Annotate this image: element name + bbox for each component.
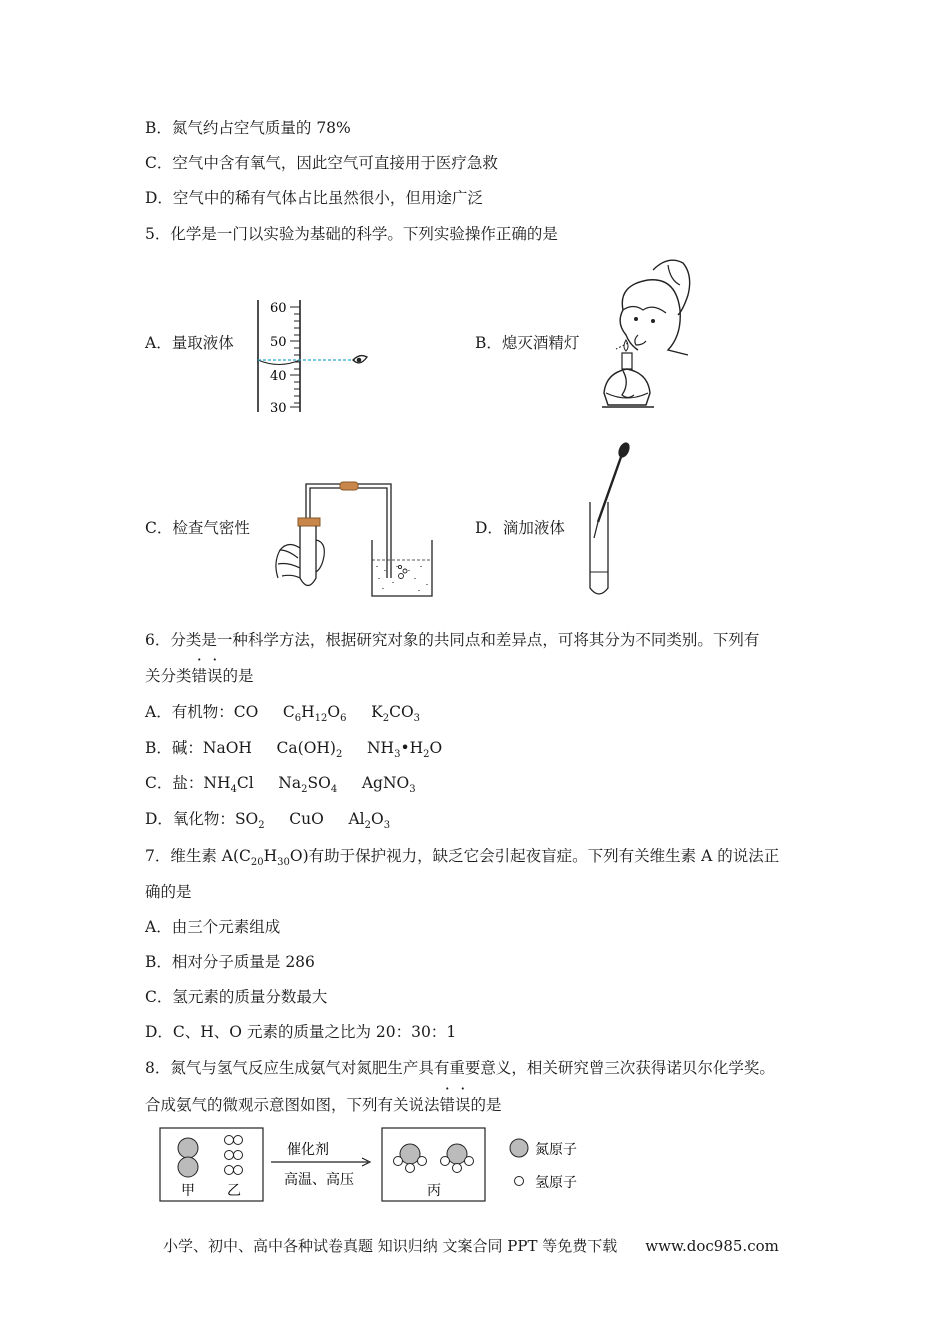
q7-option-a: A．由三个元素组成 [145,918,281,936]
footer-url[interactable]: www.doc985.com [645,1237,779,1255]
q4-option-b: B．氮气约占空气质量的 78% [145,119,351,137]
nitrogen-legend-icon [510,1139,528,1157]
q6-option-c: C．盐：$NH_4Cl$ $Na_2SO_4$ AgNO$_3$ [145,774,416,796]
nitrogen-atom [178,1157,198,1177]
q6-stem-line2 [145,666,254,686]
q7-option-b: B．相对分子质量是 286 [145,953,315,971]
ammonia-synthesis-diagram [158,1126,608,1204]
footer-text: 小学、初中、高中各种试卷真题 知识归纳 文案合同 PPT 等免费下载 [163,1237,618,1255]
q8-stem-line1: 8．氮气与氢气反应生成氨气对氮肥生产具有重要意义，相关研究曾三次获得诺贝尔化学奖。 [145,1059,775,1077]
emphasis-char: 错 [439,1096,456,1114]
q8-stem-line2 [145,1095,502,1115]
tick-label-50: 50 [270,335,287,350]
option-label: D．氧化物： [145,810,235,828]
graduated-cylinder-figure [245,295,375,415]
tick-label-60: 60 [270,301,287,316]
q6-option-b: B．碱：NaOH $Ca(OH)_2$ $NH_3•H_2O$ [145,739,443,761]
q7-stem-prefix: 7．维生素 A(C [145,847,251,865]
option-label: C．盐： [145,774,204,792]
dropper-test-tube-figure [580,440,640,600]
reactants-box [160,1128,263,1201]
nitrogen-atom [178,1138,198,1158]
emphasis-char: 误 [207,667,223,685]
q5-option-d: D．滴加液体 [475,519,565,537]
tick-label-40: 40 [270,369,287,384]
legend-hydrogen: 氢原子 [535,1175,577,1191]
label-bing: 丙 [427,1183,441,1199]
emphasis-char: 误 [455,1096,471,1114]
hydrogen-legend-icon [515,1177,524,1186]
q5-option-c: C．检查气密性 [145,519,250,537]
option-label: A．有机物： [145,703,234,721]
q6-stem-suffix: 的是 [222,667,254,685]
emphasis-char: 错 [191,667,208,685]
q5-option-a: A．量取液体 [145,334,234,352]
legend-nitrogen: 氮原子 [535,1142,577,1158]
option-label: B．碱： [145,739,203,757]
page-footer [163,1236,779,1256]
q7-stem-suffix: O)有助于保护视力，缺乏它会引起夜盲症。下列有关维生素 A 的说法正 [289,847,780,865]
q4-option-d: D．空气中的稀有气体占比虽然很小，但用途广泛 [145,189,483,207]
q7-stem-line1: 7．维生素 $A(C_{20}H_{30}O)$有助于保护视力，缺乏它会引起夜盲症。下列有关维生素 A 的说法正 [145,847,780,869]
ammonia-molecule [441,1144,474,1173]
q5-stem: 5．化学是一门以实验为基础的科学。下列实验操作正确的是 [145,225,558,243]
q7-stem-line2: 确的是 [145,883,192,901]
q6-option-a: A．有机物：CO $C_6H_{12}O_6$ $K_2CO_3$ [145,703,421,725]
label-jia: 甲 [181,1183,195,1199]
catalyst-label: 催化剂 [287,1142,329,1158]
q8-stem-suffix: 的是 [470,1096,502,1114]
q7-option-d: D．C、H、O 元素的质量之比为 20：30：1 [145,1023,457,1041]
q7-option-c: C．氢元素的质量分数最大 [145,988,328,1006]
ammonia-molecule [394,1144,427,1173]
conditions-label: 高温、高压 [284,1172,354,1188]
label-yi: 乙 [227,1183,241,1199]
hydrogen-molecules [225,1136,243,1175]
tick-label-30: 30 [270,401,287,415]
q8-stem-prefix: 合成氨气的微观示意图如图，下列有关说法 [145,1096,440,1114]
q6-stem-line1: 6．分类是一种科学方法，根据研究对象的共同点和差异点，可将其分为不同类别。下列有 [145,631,760,649]
q6-stem-prefix: 关分类 [145,667,192,685]
eye-icon [353,356,367,363]
q4-option-c: C．空气中含有氧气，因此空气可直接用于医疗急救 [145,154,498,172]
blowing-out-lamp-figure [598,255,708,420]
q5-option-b: B．熄灭酒精灯 [475,334,580,352]
airtightness-check-figure [268,478,468,603]
q6-option-d: D．氧化物：$SO_2$ CuO $Al_2O_3$ [145,810,391,832]
